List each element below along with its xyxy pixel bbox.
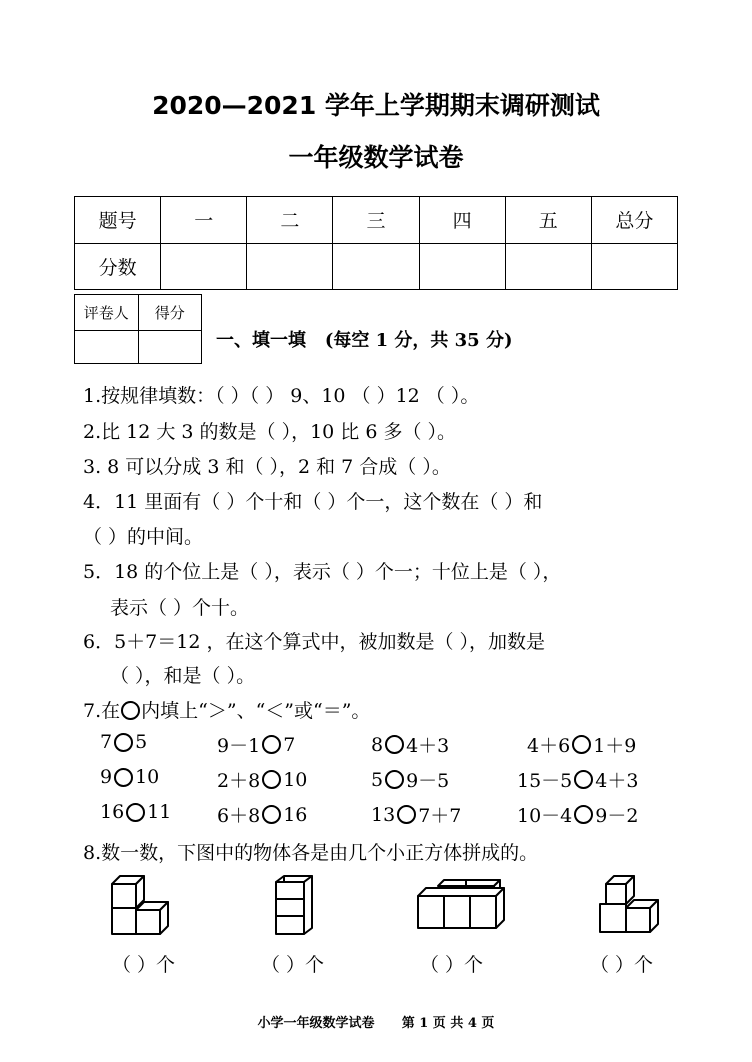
comparison-item <box>217 801 307 828</box>
score-row-label: 分数 <box>75 243 161 290</box>
points-input-cell[interactable] <box>138 331 202 364</box>
circle-icon[interactable] <box>126 803 145 822</box>
score-input-cell[interactable] <box>247 243 333 290</box>
circle-icon[interactable] <box>572 735 591 754</box>
question-5-line2: 表示（ ）个十。 <box>110 597 250 619</box>
points-label: 得分 <box>138 295 202 331</box>
cube-count-answer: （ ）个 <box>420 954 484 976</box>
comparison-right: 7 <box>283 733 296 756</box>
comparison-item <box>217 766 307 793</box>
comparison-item <box>371 801 461 828</box>
circle-icon[interactable] <box>397 805 416 824</box>
cube-stack-icon <box>414 876 512 938</box>
comparison-item <box>100 801 171 823</box>
comparison-row <box>100 766 680 794</box>
score-table-header-row <box>75 197 678 244</box>
comparison-item <box>100 766 159 788</box>
question-4-line1: 4．11 里面有（ ）个十和（ ）个一，这个数在（ ）和 <box>83 491 543 513</box>
circle-icon[interactable] <box>385 770 404 789</box>
comparison-row <box>100 731 680 759</box>
score-header-cell: 五 <box>505 197 591 244</box>
question-7-prefix: 7.在 <box>83 700 121 722</box>
comparison-row <box>100 801 680 829</box>
score-table <box>74 196 678 290</box>
comparison-right: 11 <box>147 801 172 823</box>
circle-icon[interactable] <box>574 805 593 824</box>
comparison-left: 8 <box>371 733 384 756</box>
comparison-right: 4＋3 <box>595 770 639 792</box>
question-6-line1: 6．5＋7＝12 ，在这个算式中，被加数是（ ），加数是 <box>83 631 546 653</box>
section-title: 一、填一填 <box>216 330 306 351</box>
section-heading <box>216 326 513 352</box>
page-footer: 小学一年级数学试卷 第 1 页 共 4 页 <box>257 1016 495 1031</box>
score-table-score-row <box>75 243 678 290</box>
score-header-cell: 三 <box>333 197 419 244</box>
comparison-item <box>217 731 295 758</box>
score-header-cell: 总分 <box>591 197 677 244</box>
comparison-left: 4＋6 <box>527 735 571 757</box>
question-6-line2: （ ），和是（ ）。 <box>110 665 256 687</box>
circle-icon[interactable] <box>262 805 281 824</box>
score-header-cell: 四 <box>419 197 505 244</box>
section-scoring-note: (每空 1 分，共 35 分) <box>324 330 513 351</box>
circle-icon[interactable] <box>385 735 404 754</box>
score-input-cell[interactable] <box>505 243 591 290</box>
score-input-cell[interactable] <box>591 243 677 290</box>
score-input-cell[interactable] <box>419 243 505 290</box>
question-7-instruction: 内填上“＞”、“＜”或“＝”。 <box>141 700 371 722</box>
question-3: 3. 8 可以分成 3 和（ ），2 和 7 合成（ ）。 <box>83 456 451 478</box>
comparison-right: 9－2 <box>595 805 639 827</box>
comparison-right: 5 <box>135 731 148 753</box>
comparison-left: 2＋8 <box>217 770 261 792</box>
comparison-left: 5 <box>371 768 384 791</box>
grader-label: 评卷人 <box>75 295 139 331</box>
circle-icon[interactable] <box>262 770 281 789</box>
comparison-item <box>517 801 638 828</box>
comparison-right: 10 <box>135 766 160 788</box>
question-7 <box>83 696 370 723</box>
circle-icon[interactable] <box>262 735 281 754</box>
comparison-left: 9－1 <box>217 735 261 757</box>
comparison-left: 6＋8 <box>217 805 261 827</box>
question-4-line2: （ ）的中间。 <box>83 526 204 548</box>
comparison-item <box>371 766 449 793</box>
cube-stack-icon <box>270 872 326 938</box>
comparison-left: 10－4 <box>517 805 573 827</box>
circle-icon[interactable] <box>114 733 133 752</box>
score-input-cell[interactable] <box>333 243 419 290</box>
circle-icon[interactable] <box>574 770 593 789</box>
comparison-right: 16 <box>283 803 308 826</box>
cube-stack-icon <box>594 872 664 938</box>
question-5-line1: 5．18 的个位上是（ ），表示（ ）个一；十位上是（ ）， <box>83 561 562 583</box>
score-header-cell: 一 <box>161 197 247 244</box>
comparison-left: 16 <box>100 801 125 823</box>
comparison-left: 15－5 <box>517 770 573 792</box>
comparison-right: 4＋3 <box>406 735 450 757</box>
question-8: 8.数一数，下图中的物体各是由几个小正方体拼成的。 <box>83 842 539 864</box>
grader-table <box>74 294 202 364</box>
comparison-item <box>517 766 638 793</box>
comparison-left: 7 <box>100 731 113 753</box>
cube-count-answer: （ ）个 <box>112 954 176 976</box>
score-header-cell: 二 <box>247 197 333 244</box>
comparison-right: 10 <box>283 768 308 791</box>
comparison-right: 7＋7 <box>418 805 462 827</box>
score-input-cell[interactable] <box>161 243 247 290</box>
cube-count-answer: （ ）个 <box>590 954 654 976</box>
comparison-item <box>527 731 636 758</box>
exam-title: 2020—2021 学年上学期期末调研测试 <box>152 91 600 120</box>
comparison-right: 1＋9 <box>593 735 637 757</box>
comparison-right: 9－5 <box>406 770 450 792</box>
grader-input-cell[interactable] <box>75 331 139 364</box>
cube-stack-icon <box>108 872 182 938</box>
question-1: 1.按规律填数：（ ）（ ） 9、10 （ ）12 （ ）。 <box>83 385 480 407</box>
comparison-item <box>371 731 449 758</box>
circle-icon <box>121 701 140 720</box>
question-2: 2.比 12 大 3 的数是（ ），10 比 6 多（ ）。 <box>83 421 457 443</box>
score-header-cell: 题号 <box>75 197 161 244</box>
circle-icon[interactable] <box>114 768 133 787</box>
exam-subtitle: 一年级数学试卷 <box>288 143 464 172</box>
comparison-left: 13 <box>371 803 396 826</box>
cube-count-answer: （ ）个 <box>261 954 325 976</box>
comparison-item <box>100 731 147 753</box>
comparison-left: 9 <box>100 766 113 788</box>
